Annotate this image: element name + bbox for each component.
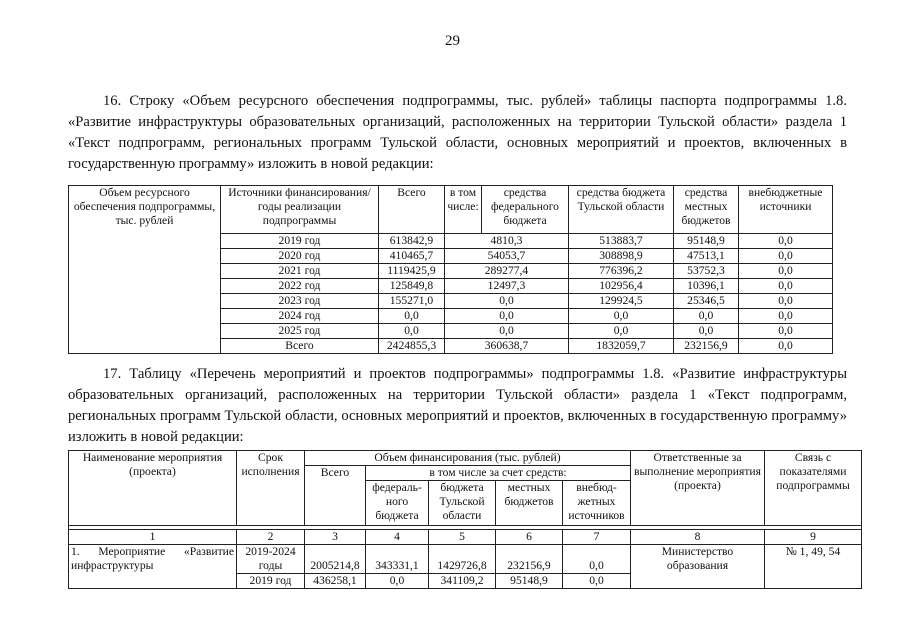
federal-cell: 12497,3 [445,279,569,294]
measure-regional-2019: 341109,2 [429,574,496,589]
measure-total-2019: 436258,1 [305,574,366,589]
resource-table-header [69,186,833,234]
paragraph-17: 17. Таблицу «Перечень мероприятий и проектов подпрограммы» подпрограммы 1.8. «Развитие инфраструктуры образовательных организаций, расположенных на территории Тульской области» раздела 1 «Текст подпрограмм, региональных программ Тульской области, основных мероприятий и проектов, включенных в государственную программу» изложить в новой редакции: [68,366,847,445]
local-cell: 10396,1 [674,279,739,294]
col-number: 9 [765,530,862,545]
federal-cell: 0,0 [445,294,569,309]
year-cell: 2021 год [221,264,379,279]
offbudget-cell: 0,0 [739,294,833,309]
header-total: Всего [379,186,445,234]
col-number: 7 [563,530,631,545]
offbudget-cell: 0,0 [739,264,833,279]
header-offbudget: внебюджетные источники [739,186,833,234]
measure-term-2019: 2019 год [237,574,305,589]
regional-cell: 129924,5 [569,294,674,309]
header-responsible: Ответственные за выполнение мероприятия (проекта) [631,451,765,526]
measure-link: № 1, 49, 54 [765,545,862,589]
year-cell: 2020 год [221,249,379,264]
total-cell: 2424855,3 [379,339,445,354]
federal-cell: 0,0 [445,324,569,339]
federal-cell: 360638,7 [445,339,569,354]
header-including: в том числе: [445,186,482,234]
regional-cell: 102956,4 [569,279,674,294]
measure-offbudget: 0,0 [563,545,631,574]
header-funding-total: Всего [305,466,366,526]
measure-offbudget-2019: 0,0 [563,574,631,589]
local-cell: 53752,3 [674,264,739,279]
total-cell: 0,0 [379,324,445,339]
total-cell: 410465,7 [379,249,445,264]
year-cell: 2023 год [221,294,379,309]
col-number: 4 [366,530,429,545]
measure-responsible: Министерство образования [631,545,765,589]
local-cell: 0,0 [674,309,739,324]
local-cell: 25346,5 [674,294,739,309]
local-cell: 232156,9 [674,339,739,354]
col-number: 2 [237,530,305,545]
measure-name: 1. Мероприятие «Развитие инфраструктуры [69,545,237,589]
measure-row-main [69,545,862,574]
offbudget-cell: 0,0 [739,324,833,339]
offbudget-cell: 0,0 [739,279,833,294]
measures-table [68,450,862,589]
measure-federal: 343331,1 [366,545,429,574]
total-cell: 155271,0 [379,294,445,309]
year-cell: 2024 год [221,309,379,324]
regional-cell: 1832059,7 [569,339,674,354]
regional-cell: 0,0 [569,324,674,339]
regional-cell: 0,0 [569,309,674,324]
regional-cell: 308898,9 [569,249,674,264]
measure-local-2019: 95148,9 [496,574,563,589]
total-cell: 613842,9 [379,234,445,249]
local-cell: 0,0 [674,324,739,339]
header-funding: Объем финансирования (тыс. рублей) [305,451,631,466]
federal-cell: 289277,4 [445,264,569,279]
year-cell: Всего [221,339,379,354]
measure-term: 2019-2024 годы [237,545,305,574]
header-federal-budget: федераль-ного бюджета [366,481,429,526]
measure-regional: 1429726,8 [429,545,496,574]
header-federal: средства федерального бюджета [482,186,569,234]
federal-cell: 54053,7 [445,249,569,264]
measure-total: 2005214,8 [305,545,366,574]
total-cell: 0,0 [379,309,445,324]
offbudget-cell: 0,0 [739,309,833,324]
regional-cell: 776396,2 [569,264,674,279]
header-link: Связь с показателями подпрограммы [765,451,862,526]
header-term: Срок исполнения [237,451,305,526]
measures-header-row-1 [69,451,862,466]
year-cell: 2022 год [221,279,379,294]
total-cell: 125849,8 [379,279,445,294]
federal-cell: 4810,3 [445,234,569,249]
regional-cell: 513883,7 [569,234,674,249]
measures-number-row [69,530,862,545]
header-offbudget-sources: внебюд-жетных источников [563,481,631,526]
header-sources: Источники финансирования/годы реализации подпрограммы [221,186,379,234]
col-number: 8 [631,530,765,545]
header-regional: средства бюджета Тульской области [569,186,674,234]
year-cell: 2019 год [221,234,379,249]
col-number: 6 [496,530,563,545]
header-local: средства местных бюджетов [674,186,739,234]
total-cell: 1119425,9 [379,264,445,279]
col-number: 3 [305,530,366,545]
resource-row-label: Объем ресурсного обеспечения подпрограммы, тыс. рублей [69,186,221,354]
federal-cell: 0,0 [445,309,569,324]
offbudget-cell: 0,0 [739,249,833,264]
offbudget-cell: 0,0 [739,339,833,354]
header-local-budgets: местных бюджетов [496,481,563,526]
paragraph-16: 16. Строку «Объем ресурсного обеспечения подпрограммы, тыс. рублей» таблицы паспорта подпрограммы 1.8. «Развитие инфраструктуры образовательных организаций, расположенных на территории Тульской области» раздела 1 «Текст подпрограмм, региональных программ Тульской области, основных мероприятий и проектов, включенных в государственную программу» изложить в новой редакции: [68,93,847,172]
resource-table [68,185,833,354]
header-measure-name: Наименование мероприятия (проекта) [69,451,237,526]
year-cell: 2025 год [221,324,379,339]
page-number: 29 [445,33,460,49]
measure-federal-2019: 0,0 [366,574,429,589]
local-cell: 95148,9 [674,234,739,249]
col-number: 1 [69,530,237,545]
col-number: 5 [429,530,496,545]
offbudget-cell: 0,0 [739,234,833,249]
measure-local: 232156,9 [496,545,563,574]
header-regional-budget: бюджета Тульской области [429,481,496,526]
header-including-funds: в том числе за счет средств: [366,466,631,481]
local-cell: 47513,1 [674,249,739,264]
